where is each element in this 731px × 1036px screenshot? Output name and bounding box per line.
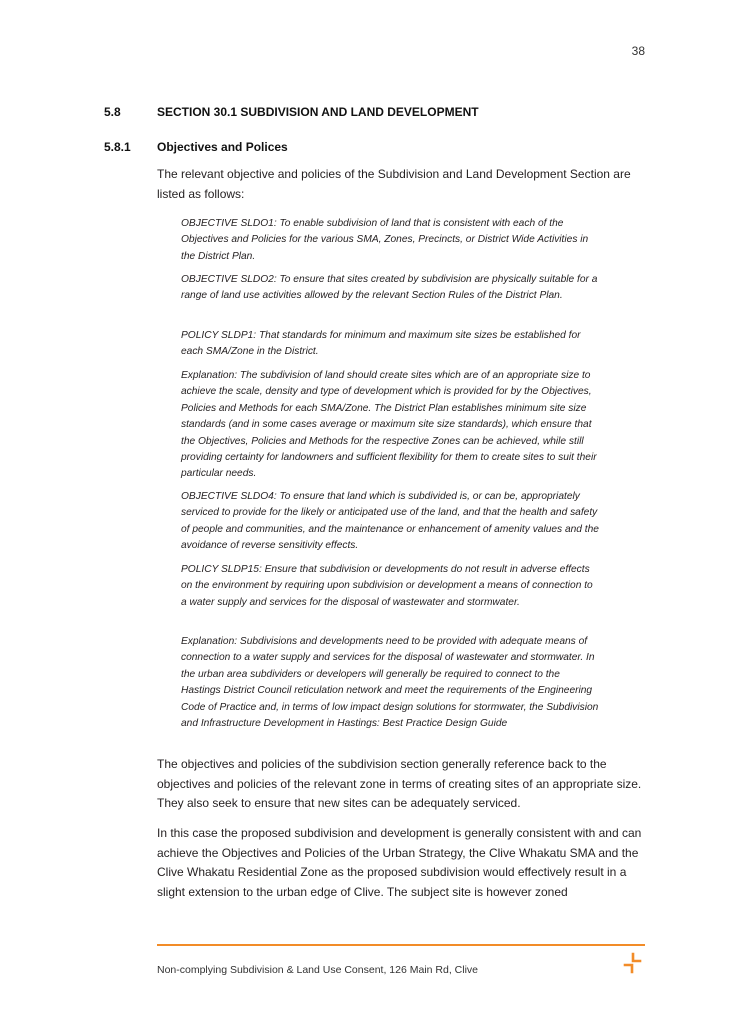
footer-text: Non-complying Subdivision & Land Use Consent, 126 Main Rd, Clive bbox=[157, 964, 478, 976]
intro-paragraph: The relevant objective and policies of the Subdivision and Land Development Section are listed as follows: bbox=[157, 167, 631, 201]
explanation-sldp15: Explanation: Subdivisions and developments need to be provided with adequate means of connection to a water supply and services for the disposal of wastewater and stormwater. In the urban area subdividers or developers will generally be required to connect to the Hastings District Council reticulation network and meet the requirements of the Engineering Code of Practice and, in terms of low impact design solutions for stormwater, the Subdivision and Infrastructure Development in Hastings: Best Practice Design Guide bbox=[181, 636, 599, 730]
explanation-sldp1: Explanation: The subdivision of land should create sites which are of an appropriate size to achieve the scale, density and type of development which is provided for by the Objectives, Policies and Methods for each SMA/Zone. The District Plan establishes minimum site size standards (and in some cases average or maximum site size standards), which ensure that the Objectives, Policies and Methods for the respective Zones can be achieved, while still providing certainty for landowners and sufficient flexibility for them to create sites to suit their particular needs. bbox=[181, 370, 597, 480]
body-paragraph-1: The objectives and policies of the subdivision section generally reference back to the objectives and policies of the relevant zone in terms of creating sites of an appropriate size. They also seek to ensure that new sites can be adequately serviced. bbox=[157, 757, 642, 810]
policy-sldp1: POLICY SLDP1: That standards for minimum and maximum site sizes be established for each SMA/Zone in the District. bbox=[181, 330, 581, 358]
subsection-number: 5.8.1 bbox=[104, 140, 131, 154]
company-logo-icon bbox=[622, 952, 644, 974]
body-paragraph-2: In this case the proposed subdivision and development is generally consistent with and can achieve the Objectives and Policies of the Urban Strategy, the Clive Whakatu SMA and the Clive Whakatu Residential Zone as the proposed subdivision would effectively result in a slight extension to the urban edge of Clive. The subject site is however zoned bbox=[157, 826, 642, 899]
objective-sldo1: OBJECTIVE SLDO1: To enable subdivision of land that is consistent with each of the Objectives and Policies for the various SMA, Zones, Precincts, or District Wide Activities in the District Plan. bbox=[181, 218, 589, 262]
section-heading bbox=[104, 105, 479, 119]
policy-sldp15: POLICY SLDP15: Ensure that subdivision or developments do not result in adverse effects on the environment by requiring upon subdivision or development a means of connection to a water supply and services for the disposal of wastewater and stormwater. bbox=[181, 564, 593, 608]
footer-divider bbox=[157, 944, 645, 946]
section-number: 5.8 bbox=[104, 105, 121, 119]
page-number: 38 bbox=[631, 44, 645, 58]
section-title: SECTION 30.1 SUBDIVISION AND LAND DEVELOPMENT bbox=[157, 105, 479, 119]
subsection-heading bbox=[104, 140, 288, 154]
objective-sldo2: OBJECTIVE SLDO2: To ensure that sites created by subdivision are physically suitable for a range of land use activities allowed by the relevant Section Rules of the District Plan. bbox=[181, 274, 598, 302]
objective-sldo4: OBJECTIVE SLDO4: To ensure that land which is subdivided is, or can be, appropriately serviced to provide for the likely or anticipated use of the land, and that the health and safety of people and communities, and the maintenance or enhancement of amenity values and the avoidance of reverse sensitivity effects. bbox=[181, 491, 599, 552]
subsection-title: Objectives and Polices bbox=[157, 140, 288, 154]
